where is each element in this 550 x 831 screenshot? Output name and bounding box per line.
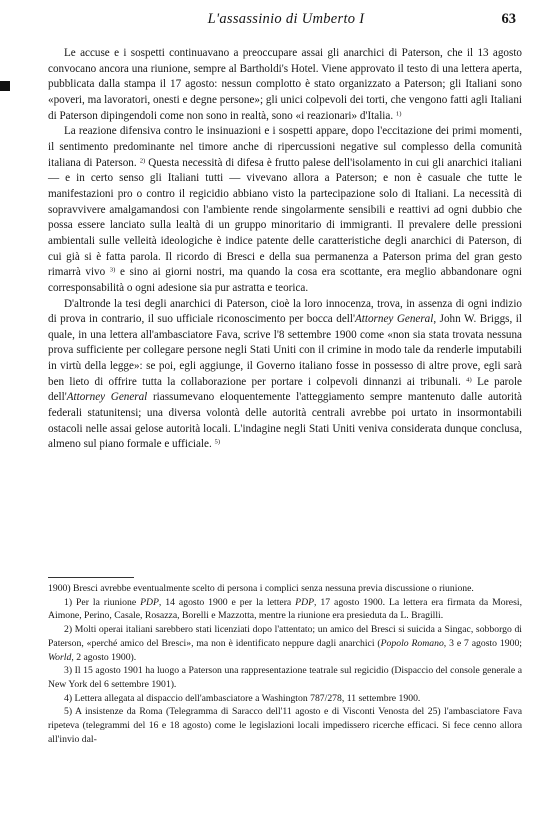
footnote-5 bbox=[48, 705, 522, 746]
footnote-4-number: 4) bbox=[64, 692, 73, 704]
note-ref-5: 5) bbox=[214, 439, 221, 447]
footnote-carryover: 1900) Bresci avrebbe eventualmente scelto di persona i complici senza nessuna previa discussione o riunione. bbox=[48, 583, 474, 594]
paragraph-2-text-b: Questa necessità di difesa è frutto palese dell'isolamento in cui gli anarchici italiani — e in certo senso gli Italiani tutti — vivevano allora a Paterson; e non è casuale che tutte le manifestazioni pro o contro il regicidio abbiano visto la partecipazione solo di Italiani. La necessità di sopravvivere amalgamandosi con l'ambiente rende singolarmente sensibili e reattivi ad ogni dubbio che possa essere lanciato sulla lealtà di un gruppo minoritario di immigranti. Il prevalere delle pressioni ambientali sulle velleità ideologiche è indice patente delle caratteristiche degli anarchici di Paterson, di cui già si è fatta parola. Il ricordo di Bresci e della sua permanenza a Paterson prima del gran gesto rimarrà vivo bbox=[48, 156, 522, 279]
source-popolo-romano: Popolo Romano bbox=[380, 637, 444, 649]
footnote-2-text-b: , 3 e 7 agosto 1900; bbox=[443, 637, 522, 649]
page-header bbox=[56, 11, 516, 33]
footnote-1-text-a: Per la riunione bbox=[76, 596, 141, 608]
note-ref-3: 3) bbox=[109, 266, 116, 274]
footnote-1-text-b: , 14 agosto 1900 e per la lettera bbox=[158, 596, 296, 608]
footnote-rule bbox=[48, 577, 134, 578]
footnote-3-number: 3) bbox=[64, 665, 73, 677]
source-pdp-2: PDP bbox=[295, 596, 315, 608]
paragraph-3-text-c: Le parole dell' bbox=[48, 375, 522, 404]
attorney-general-term-2: Attorney General bbox=[66, 391, 148, 404]
paragraph-3-text-a: D'altronde la tesi degli anarchici di Paterson, cioè la loro innocenza, trova, in assenza di ogni indizio di prova in contrario, il suo ufficiale riconoscimento per bocca dell' bbox=[48, 297, 522, 326]
running-title: L'assassinio di Umberto I bbox=[207, 11, 365, 27]
paragraph-2-text-a: La reazione difensiva contro le insinuazioni e i sospetti appare, dopo l'eccitazione dei primi momenti, il sentimento predominante nel timore anche di ripercussioni negative sul complesso della comunità italiana di Paterson. bbox=[48, 125, 522, 169]
footnotes bbox=[48, 582, 522, 746]
footnote-2-number: 2) bbox=[64, 624, 73, 636]
footnote-5-number: 5) bbox=[64, 706, 73, 718]
footnote-5-text: A insistenze da Roma (Telegramma di Saracco dell'11 agosto e di Visconti Venosta del 25) l'ambasciatore Fava ripeteva (telegrammi del 16 e 18 agosto) come le legislazioni locali impedissero ricerche efficaci. Si fece cenno allora all'invio dal- bbox=[48, 706, 523, 745]
source-world: World bbox=[48, 651, 72, 663]
paragraph-2 bbox=[48, 124, 522, 296]
note-ref-2: 2) bbox=[139, 157, 146, 165]
footnote-1-number: 1) bbox=[64, 596, 73, 608]
footnote-4 bbox=[48, 692, 522, 706]
footnote-1-text-c: , 17 agosto 1900. La lettera era firmata da Moresi, Aimone, Perino, Casale, Rosazza, Borelli e Mazzotta, mentre la riunione era presieduta da L. Bragilli. bbox=[48, 596, 522, 622]
footnote-2-text-c: , 2 agosto 1900). bbox=[71, 651, 137, 663]
footnote-4-text: Lettera allegata al dispaccio dell'ambasciatore a Washington 787/278, 11 settembre 1900. bbox=[74, 692, 421, 704]
paragraph-1 bbox=[48, 46, 522, 124]
paragraph-1-text: Le accuse e i sospetti continuavano a preoccupare assai gli anarchici di Paterson, che il 13 agosto convocano ancora una riunione, sempre al Bartholdi's Hotel. Viene approvato il testo di una lettera aperta, pubblicata dalla stampa il 17 agosto: nessun complotto è stato organizzato a Paterson; gli Italiani sono «poveri, ma lavoratori, onesti e degne persone»; gli unici colpevoli dei torti, che vengono fatti agli Italiani di Paterson dipingendoli come non sono in realtà, sono «i reazionari» d'Italia. bbox=[48, 47, 522, 122]
paragraph-3-text-d: riassumevano eloquentemente l'atteggiamento sempre mantenuto dalle autorità federali statunitensi; una diversa volontà delle autorità centrali avrebbe poi urtato in insormontabili ostacoli nelle assai gelose autorità locali. L'indagine negli Stati Uniti veniva considerata dunque conclusa, almeno sul piano formale e ufficiale. bbox=[48, 391, 522, 451]
note-ref-1: 1) bbox=[395, 110, 402, 118]
paragraph-2-text-c: e sino ai giorni nostri, ma quando la cosa era scottante, era meglio abbandonare ogni corresponsabilità o ogni adesione sia pur astratta e teorica. bbox=[48, 266, 522, 294]
attorney-general-term: Attorney General bbox=[354, 313, 434, 326]
paragraph-3-text-b: , John W. Briggs, il quale, in una lettera all'ambasciatore Fava, scrive l'8 settembre 1900 come «non sia stata trovata nessuna prova sufficiente per collegare persone negli Stati Uniti con il crimine in modo tale da renderle imputabili in virtù della legge»: se poi, egli aggiunge, il Governo italiano fosse in possesso di altre prove, egli sarà ben lieto di offrire tutta la collaborazione per portare i colpevoli dinnanzi ai tribunali. bbox=[48, 313, 522, 388]
footnote-1 bbox=[48, 596, 522, 623]
note-ref-4: 4) bbox=[466, 376, 472, 384]
body-text bbox=[48, 46, 522, 453]
margin-mark bbox=[0, 81, 10, 91]
paragraph-3 bbox=[48, 297, 522, 454]
footnote-2-text-a: Molti operai italiani sarebbero stati licenziati dopo l'attentato; un amico del Bresci si suicida a Singac, sobborgo di Paterson, «perché amico del Bresci», ma non è identificato neppure dagli anarchici ( bbox=[48, 624, 523, 649]
page-number: 63 bbox=[501, 11, 516, 27]
footnote-2 bbox=[48, 623, 522, 664]
footnote-3-text: Il 15 agosto 1901 ha luogo a Paterson una rappresentazione teatrale sul regicidio (Dispaccio del console generale a New York del 6 settembre 1901). bbox=[48, 665, 523, 690]
footnote-3 bbox=[48, 664, 522, 691]
source-pdp: PDP bbox=[140, 596, 159, 608]
